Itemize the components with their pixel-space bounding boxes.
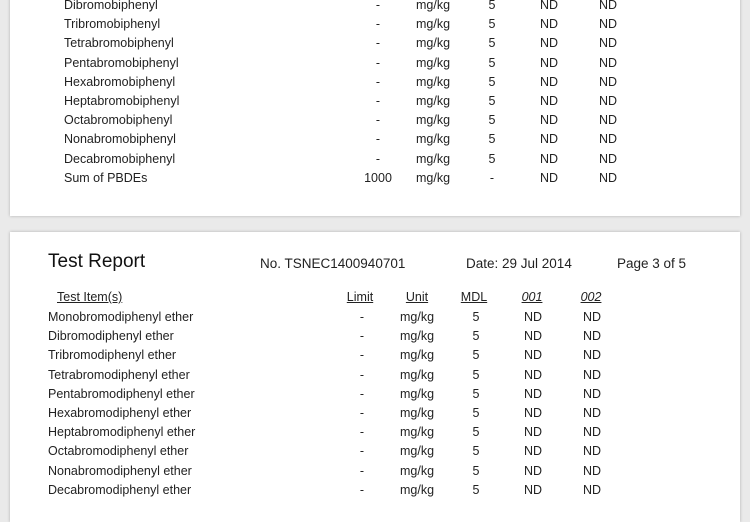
cell-mdl: 5 bbox=[488, 132, 496, 147]
cell-sample-001: ND bbox=[539, 94, 559, 108]
cell-sample-002: ND bbox=[598, 151, 618, 166]
cell-limit: - bbox=[359, 348, 365, 363]
cell-test-item: Octabromobiphenyl bbox=[64, 113, 173, 128]
cell-sample-002: ND bbox=[582, 310, 602, 324]
table-row bbox=[10, 0, 740, 15]
table-row bbox=[10, 385, 740, 404]
cell-unit: mg/kg bbox=[415, 170, 451, 185]
cell-sample-002: ND bbox=[598, 94, 618, 108]
cell-test-item: Dibromobiphenyl bbox=[64, 0, 158, 12]
cell-limit: - bbox=[375, 113, 381, 128]
cell-sample-001: ND bbox=[523, 425, 543, 440]
cell-unit: mg/kg bbox=[399, 386, 435, 401]
cell-sample-001: ND bbox=[523, 444, 543, 459]
cell-limit: - bbox=[359, 406, 365, 420]
cell-limit: - bbox=[375, 17, 381, 32]
cell-unit: mg/kg bbox=[399, 310, 435, 324]
cell-limit: - bbox=[375, 55, 381, 70]
cell-mdl: 5 bbox=[488, 55, 496, 70]
cell-test-item: Decabromodiphenyl ether bbox=[48, 482, 192, 497]
cell-unit: mg/kg bbox=[399, 444, 435, 459]
cell-test-item: Sum of PBDEs bbox=[64, 170, 148, 185]
cell-sample-001: ND bbox=[539, 17, 559, 32]
table-row bbox=[10, 462, 740, 481]
cell-mdl: 5 bbox=[472, 386, 480, 401]
table-row bbox=[10, 169, 740, 188]
cell-sample-002: ND bbox=[598, 55, 618, 70]
cell-test-item: Heptabromodiphenyl ether bbox=[48, 425, 196, 440]
cell-sample-002: ND bbox=[582, 425, 602, 440]
cell-mdl: 5 bbox=[472, 444, 480, 459]
table-row bbox=[10, 73, 740, 92]
column-header-unit: Unit bbox=[405, 290, 429, 304]
cell-test-item: Nonabromobiphenyl bbox=[64, 132, 176, 147]
cell-mdl: 5 bbox=[472, 348, 480, 363]
cell-sample-002: ND bbox=[598, 36, 618, 51]
cell-limit: 1000 bbox=[364, 170, 392, 185]
cell-sample-002: ND bbox=[598, 0, 618, 12]
column-header-test-item: Test Item(s) bbox=[57, 290, 123, 304]
cell-sample-001: ND bbox=[523, 406, 543, 420]
cell-mdl: 5 bbox=[488, 94, 496, 108]
cell-sample-001: ND bbox=[539, 0, 559, 12]
table-row bbox=[10, 366, 740, 385]
cell-limit: - bbox=[375, 94, 381, 108]
cell-sample-002: ND bbox=[598, 17, 618, 32]
cell-sample-002: ND bbox=[582, 444, 602, 459]
table-row bbox=[10, 150, 740, 169]
table-row bbox=[10, 404, 740, 423]
cell-sample-002: ND bbox=[582, 482, 602, 497]
cell-test-item: Tribromobiphenyl bbox=[64, 17, 161, 32]
cell-limit: - bbox=[359, 386, 365, 401]
cell-test-item: Dibromodiphenyl ether bbox=[48, 329, 174, 344]
cell-test-item: Hexabromobiphenyl bbox=[64, 74, 176, 89]
cell-limit: - bbox=[375, 0, 381, 12]
cell-limit: - bbox=[359, 425, 365, 440]
cell-unit: mg/kg bbox=[415, 74, 451, 89]
cell-sample-002: ND bbox=[582, 348, 602, 363]
cell-mdl: 5 bbox=[472, 425, 480, 440]
cell-sample-002: ND bbox=[598, 132, 618, 147]
cell-unit: mg/kg bbox=[415, 94, 451, 108]
cell-test-item: Monobromodiphenyl ether bbox=[48, 310, 194, 324]
cell-sample-002: ND bbox=[582, 367, 602, 382]
cell-mdl: 5 bbox=[488, 17, 496, 32]
column-header-sample-002: 002 bbox=[580, 290, 602, 304]
cell-sample-001: ND bbox=[523, 367, 543, 382]
cell-unit: mg/kg bbox=[415, 55, 451, 70]
cell-unit: mg/kg bbox=[415, 132, 451, 147]
cell-sample-002: ND bbox=[582, 386, 602, 401]
table-row bbox=[10, 111, 740, 130]
table-row bbox=[10, 15, 740, 34]
cell-sample-002: ND bbox=[598, 74, 618, 89]
cell-unit: mg/kg bbox=[415, 36, 451, 51]
cell-sample-002: ND bbox=[582, 463, 602, 478]
cell-unit: mg/kg bbox=[415, 0, 451, 12]
table-row bbox=[10, 308, 740, 327]
table-row bbox=[10, 481, 740, 500]
cell-test-item: Octabromodiphenyl ether bbox=[48, 444, 189, 459]
table-row bbox=[10, 346, 740, 365]
cell-unit: mg/kg bbox=[415, 113, 451, 128]
table-row bbox=[10, 92, 740, 111]
cell-sample-001: ND bbox=[539, 170, 559, 185]
report-date: Date: 29 Jul 2014 bbox=[466, 256, 572, 271]
report-number: No. TSNEC1400940701 bbox=[260, 256, 406, 271]
cell-sample-001: ND bbox=[523, 329, 543, 344]
cell-sample-001: ND bbox=[539, 113, 559, 128]
report-page-2 bbox=[10, 0, 740, 216]
page-number: Page 3 of 5 bbox=[617, 256, 687, 271]
cell-sample-002: ND bbox=[582, 329, 602, 344]
table-row bbox=[10, 423, 740, 442]
cell-mdl: 5 bbox=[488, 113, 496, 128]
cell-limit: - bbox=[375, 74, 381, 89]
cell-mdl: 5 bbox=[488, 0, 496, 12]
cell-unit: mg/kg bbox=[399, 463, 435, 478]
column-header-mdl: MDL bbox=[460, 290, 488, 304]
table-row bbox=[10, 34, 740, 53]
cell-sample-001: ND bbox=[539, 132, 559, 147]
cell-sample-001: ND bbox=[523, 348, 543, 363]
cell-sample-001: ND bbox=[523, 482, 543, 497]
cell-unit: mg/kg bbox=[399, 367, 435, 382]
cell-sample-002: ND bbox=[598, 113, 618, 128]
cell-limit: - bbox=[375, 132, 381, 147]
cell-sample-001: ND bbox=[539, 151, 559, 166]
cell-sample-001: ND bbox=[539, 55, 559, 70]
cell-mdl: 5 bbox=[472, 367, 480, 382]
cell-mdl: - bbox=[489, 170, 495, 185]
table-row bbox=[10, 327, 740, 346]
cell-limit: - bbox=[359, 367, 365, 382]
cell-unit: mg/kg bbox=[399, 348, 435, 363]
cell-mdl: 5 bbox=[472, 329, 480, 344]
cell-test-item: Heptabromobiphenyl bbox=[64, 94, 180, 108]
cell-sample-001: ND bbox=[539, 36, 559, 51]
cell-limit: - bbox=[359, 329, 365, 344]
cell-limit: - bbox=[375, 151, 381, 166]
cell-mdl: 5 bbox=[488, 74, 496, 89]
cell-unit: mg/kg bbox=[415, 151, 451, 166]
cell-sample-002: ND bbox=[582, 406, 602, 420]
cell-test-item: Decabromobiphenyl bbox=[64, 151, 176, 166]
column-header-limit: Limit bbox=[346, 290, 374, 304]
table-row bbox=[10, 130, 740, 149]
cell-limit: - bbox=[359, 310, 365, 324]
cell-sample-002: ND bbox=[598, 170, 618, 185]
cell-test-item: Hexabromodiphenyl ether bbox=[48, 406, 192, 420]
cell-test-item: Tetrabromobiphenyl bbox=[64, 36, 174, 51]
column-header-sample-001: 001 bbox=[521, 290, 543, 304]
cell-mdl: 5 bbox=[472, 463, 480, 478]
cell-sample-001: ND bbox=[523, 463, 543, 478]
cell-test-item: Pentabromobiphenyl bbox=[64, 55, 179, 70]
table-row bbox=[10, 54, 740, 73]
cell-limit: - bbox=[359, 463, 365, 478]
cell-mdl: 5 bbox=[472, 310, 480, 324]
cell-test-item: Tribromodiphenyl ether bbox=[48, 348, 177, 363]
page-title: Test Report bbox=[48, 251, 146, 272]
cell-test-item: Nonabromodiphenyl ether bbox=[48, 463, 192, 478]
cell-mdl: 5 bbox=[472, 482, 480, 497]
cell-limit: - bbox=[359, 482, 365, 497]
report-page-3 bbox=[10, 232, 740, 522]
cell-sample-001: ND bbox=[539, 74, 559, 89]
cell-unit: mg/kg bbox=[399, 329, 435, 344]
cell-test-item: Tetrabromodiphenyl ether bbox=[48, 367, 190, 382]
cell-test-item: Pentabromodiphenyl ether bbox=[48, 386, 195, 401]
cell-mdl: 5 bbox=[488, 151, 496, 166]
cell-mdl: 5 bbox=[472, 406, 480, 420]
table-row bbox=[10, 442, 740, 461]
cell-sample-001: ND bbox=[523, 310, 543, 324]
cell-unit: mg/kg bbox=[399, 482, 435, 497]
cell-unit: mg/kg bbox=[399, 425, 435, 440]
cell-unit: mg/kg bbox=[415, 17, 451, 32]
cell-unit: mg/kg bbox=[399, 406, 435, 420]
cell-mdl: 5 bbox=[488, 36, 496, 51]
cell-limit: - bbox=[359, 444, 365, 459]
cell-limit: - bbox=[375, 36, 381, 51]
cell-sample-001: ND bbox=[523, 386, 543, 401]
